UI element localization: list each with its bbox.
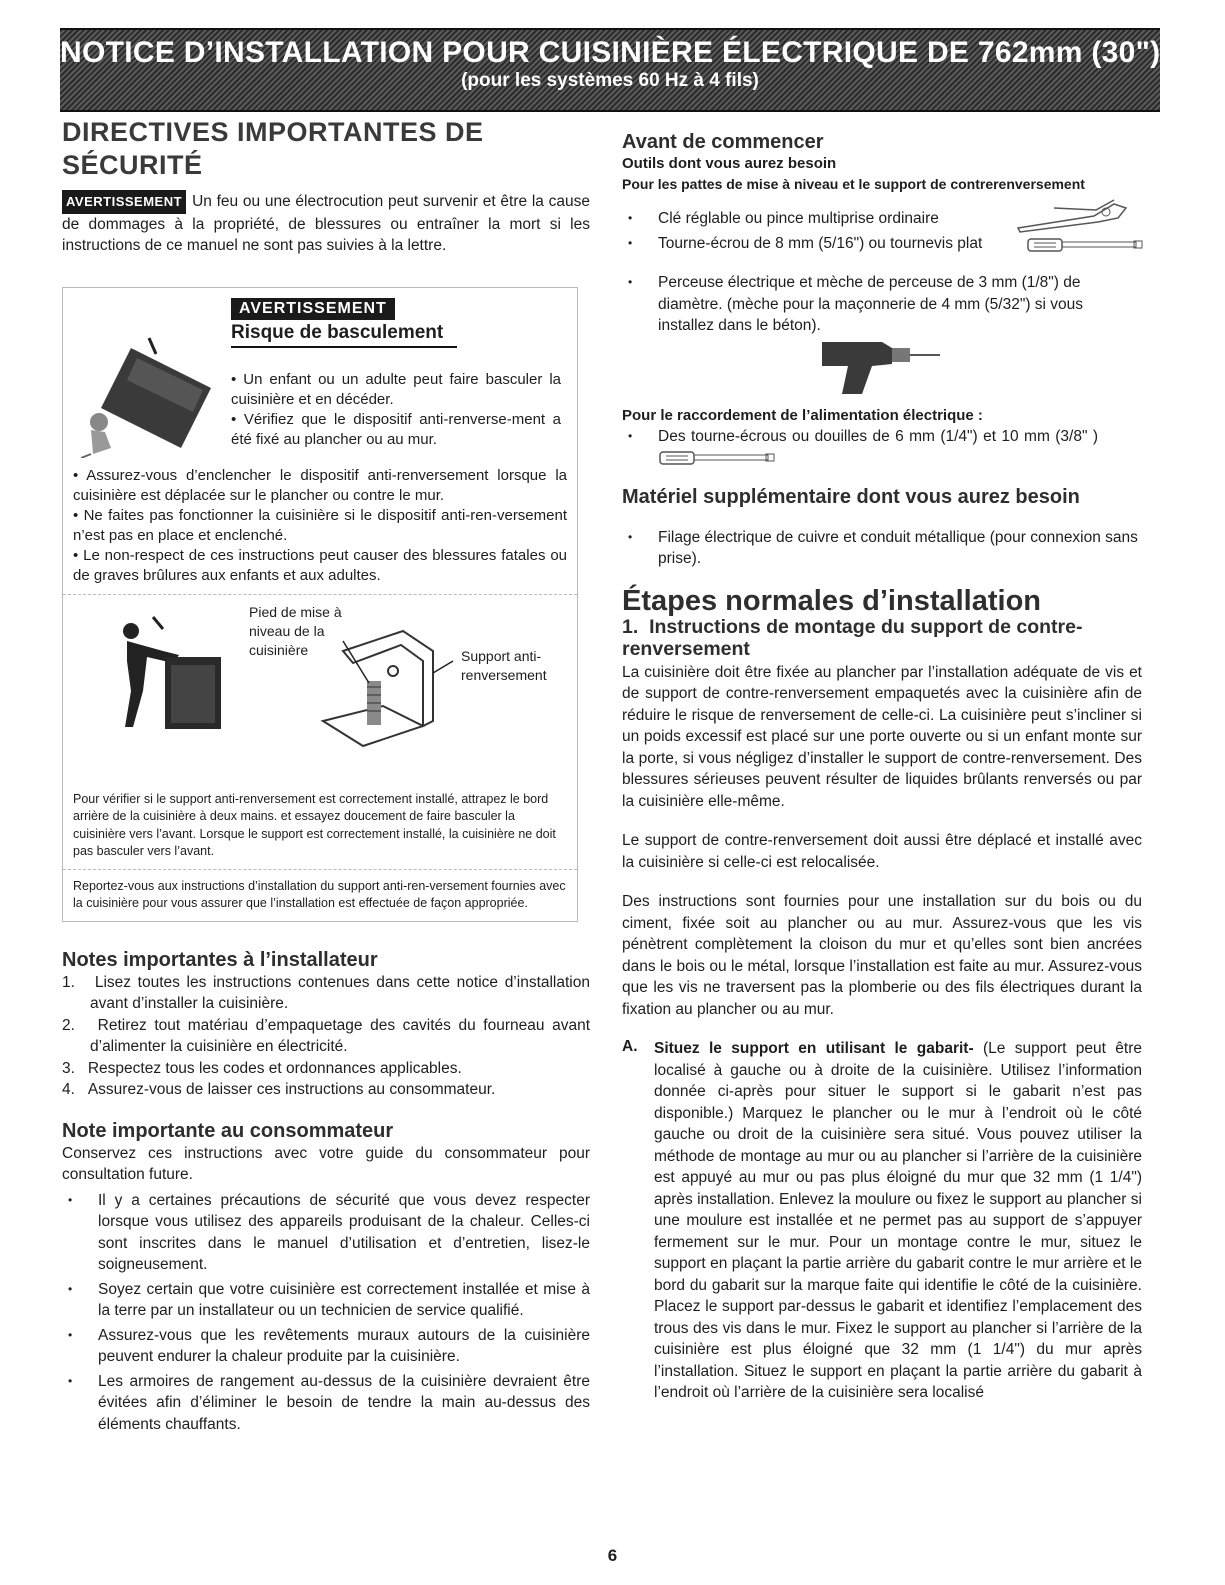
list-item	[622, 233, 1142, 255]
list-item	[622, 426, 1098, 469]
list-item: • Soyez certain que votre cuisinière est correctement installée et mise à la terre par un installateur ou un technicien de service qualifié.	[62, 1279, 590, 1322]
check-instructions-section	[63, 791, 577, 869]
step-a-bold: Situez le support en utilisant le gabarit-	[654, 1040, 974, 1057]
list-item: 1. Lisez toutes les instructions contenues dans cette notice d’installation avant d’installer la cuisinière.	[62, 973, 590, 1012]
warning-badge: AVERTISSEMENT	[62, 190, 186, 214]
refer-text: Reportez-vous aux instructions d’installation du support anti-ren-versement fournies avec la cuisinière pour vous assurer que l’installation est effectuée de façon appropriée.	[73, 878, 566, 910]
consumer-note-heading: Note importante au consommateur	[62, 1119, 394, 1142]
electrical-tools-text: Des tourne-écrous ou douilles de 6 mm (1/4") et 10 mm (3/8" )	[658, 427, 1098, 445]
warning-text: Un feu ou une électrocution peut survenir et être la cause de dommages à la propriété, de blessures ou entraîner la mort si les instructions de ce manuel ne sont pas suivies à la lettre.	[62, 193, 590, 254]
page-subtitle: (pour les systèmes 60 Hz à 4 fils)	[461, 70, 759, 91]
step-a-text: (Le support peut être localisé à gauche ou à droite de la cuisinière. Utilisez l’information donnée ci-après pour situer le support si le gabarit n’est pas disponible.) Marquez le plancher ou le mur à l’endroit où le côté gauche ou droit de la cuisinière sera situé. Vous pouvez utiliser la méthode de montage au mur ou au plancher si l’arrière de la cuisinière est appuyé au mur ou pas plus éloigné du mur que 32 mm (1 1/4") après installation. Enlevez la moulure ou fixez le support au plancher si une moulure est installée et ne permet pas au support de s’appuyer fermement sur le mur. Pour un montage contre le mur, situez le support en plaçant la partie arrière du gabarit contre le mur arrière et le bord du gabarit sur la marque faite qui identifie le côté de la cuisinière. Placez le support par-dessus le gabarit et identifiez l’emplacement des trous des vis dans le mur. Fixez le support au plancher si l’arrière de la cuisinière est plus éloigné que 32 mm (1 1/4") du mur après l’installation. Situez le support en plaçant la partie arrière du gabarit à l’endroit où l’arrière de la cuisinière sera localisé	[654, 1040, 1142, 1401]
list-item	[622, 208, 1142, 230]
nutdriver-icon	[658, 448, 778, 468]
list-item: • Filage électrique de cuivre et conduit métallique (pour connexion sans prise).	[622, 527, 1142, 570]
list-item: • Il y a certaines précautions de sécurité que vous devez respecter lorsque vous utilisez des appareils produisant de la chaleur. Celles-ci sont inscrites dans le manuel d’utilisation et d’entretien, lisez-le soigneusement.	[62, 1190, 590, 1276]
list-item: 3. Respectez tous les codes et ordonnances applicables.	[62, 1059, 462, 1077]
consumer-bullets	[62, 1190, 590, 1436]
box-title: Risque de basculement	[231, 322, 457, 348]
step1-paragraph-3: Des instructions sont fournies pour une installation sur du bois ou du ciment, fixée soit au plancher ou au mur. Assurez-vous que les vis pénètrent complètement la cloison du mur et qu’elles sont bien ancrées dans le bois ou le métal, lorsque l’installation est faite au mur. Assurez-vous que les vis ne traversent pas la plomberie ou des fils électriques durant la fixation au plancher ou au mur.	[622, 893, 1142, 1018]
electrical-tools-list	[622, 426, 1142, 469]
box-bullet-1: • Un enfant ou un adulte peut faire basculer la cuisinière et en décéder.	[231, 370, 561, 408]
safety-heading: DIRECTIVES IMPORTANTES DE SÉCURITÉ	[62, 117, 484, 180]
box-warning-badge: AVERTISSEMENT	[231, 298, 395, 320]
tool-pliers-text: Clé réglable ou pince multiprise ordinaire	[658, 210, 939, 227]
before-start-heading: Avant de commencer	[622, 131, 824, 153]
tools-heading: Outils dont vous aurez besoin	[622, 155, 837, 172]
list-item: • Perceuse électrique et mèche de perceuse de 3 mm (1/8") de diamètre. (mèche pour la maçonnerie de 4 mm (5/32") si vous installez dans le béton).	[622, 272, 1142, 337]
list-item: 4. Assurez-vous de laisser ces instructions au consommateur.	[62, 1081, 496, 1098]
installer-notes-heading: Notes importantes à l’installateur	[62, 948, 378, 971]
page-title: NOTICE D’INSTALLATION POUR CUISINIÈRE ÉLECTRIQUE DE 762mm (30")	[60, 36, 1161, 69]
check-text: Pour vérifier si le support anti-renversement est correctement installé, attrapez le bord arrière de la cuisinière à deux mains. et essayez doucement de faire basculer la cuisinière vers l’avant. Lorsque le support est correctement installé, la cuisinière ne doit pas basculer vers l’avant.	[73, 791, 556, 858]
step1-heading: 1. Instructions de montage du support de contre-renversement	[622, 615, 1083, 660]
tipping-range-illustration	[71, 308, 221, 458]
box-bullet-4: • Ne faites pas fonctionner la cuisinière si le dispositif anti-ren-versement n’est pas en place et enclenché.	[73, 506, 567, 544]
tip-over-warning-box	[62, 287, 578, 922]
tools-list	[622, 208, 1142, 337]
label-anti-tip-bracket: Support anti-renversement	[461, 647, 547, 683]
materials-heading: Matériel supplémentaire dont vous aurez besoin	[622, 485, 1080, 508]
tool-screwdriver-text: Tourne-écrou de 8 mm (5/16") ou tournevis plat	[658, 234, 983, 252]
person-checking-range-illustration	[113, 611, 233, 731]
tip-over-full-section	[63, 466, 577, 594]
installer-notes-list	[62, 972, 590, 1101]
steps-heading: Étapes normales d’installation	[622, 584, 1041, 617]
list-item: 2. Retirez tout matériau d’empaquetage des cavités du fourneau avant d’alimenter la cuisinière en électricité.	[62, 1016, 590, 1055]
bracket-diagram-section	[63, 594, 577, 791]
title-banner	[60, 28, 1160, 112]
pliers-icon	[1014, 194, 1134, 234]
list-item: • Assurez-vous que les revêtements muraux autours de la cuisinière peuvent endurer la chaleur produite par la cuisinière.	[62, 1325, 590, 1368]
materials-list	[622, 527, 1142, 570]
box-bullet-3: • Assurez-vous d’enclencher le dispositif anti-renversement lorsque la cuisinière est déplacée sur le plancher ou contre le mur.	[73, 466, 567, 504]
drill-icon	[812, 336, 942, 396]
step1-paragraph-1: La cuisinière doit être fixée au plancher par l’installation adéquate de vis et de support de contre-renversement empaquetés avec la cuisinière afin de réduire le risque de renversement de celle-ci. La cuisinière peut s’incliner si un poids excessif est placé sur une porte ouverte ou si un enfant monte sur la porte, si vous négligez d’installer le support de contre-renversement. Des blessures sérieuses peuvent résulter de liquides brûlants renversés ou par la cuisinière elle-même.	[622, 663, 1142, 810]
warning-paragraph	[62, 190, 590, 257]
box-bullet-2: • Vérifiez que le dispositif anti-renverse-ment a été fixé au plancher ou au mur.	[231, 410, 561, 448]
list-item: • Les armoires de rangement au-dessus de la cuisinière devraient être évitées afin d’éliminer le besoin de tendre la main au-dessus des éléments chauffants.	[62, 1371, 590, 1436]
tools-subheading: Pour les pattes de mise à niveau et le support de contrerenversement	[622, 176, 1085, 192]
tip-over-top-section	[63, 288, 577, 466]
left-column	[62, 112, 590, 1438]
step-a-label: A.	[622, 1038, 638, 1055]
box-bullet-5: • Le non-respect de ces instructions peut causer des blessures fatales ou de graves brûlures aux enfants et aux adultes.	[73, 546, 567, 584]
electrical-heading: Pour le raccordement de l’alimentation électrique :	[622, 406, 983, 424]
step1-paragraph-2: Le support de contre-renversement doit aussi être déplacé et installé avec la cuisinière si celle-ci est relocalisée.	[622, 832, 1142, 871]
label-leveling-foot: Pied de mise à niveau de la cuisinière	[249, 603, 342, 658]
refer-instructions-section	[63, 869, 577, 921]
consumer-intro: Conservez ces instructions avec votre guide du consommateur pour consultation future.	[62, 1144, 590, 1183]
screwdriver-icon	[1026, 235, 1146, 255]
right-column	[622, 130, 1142, 1404]
step-a-paragraph	[654, 1038, 1142, 1404]
step-a-block	[622, 1038, 1142, 1404]
page-number: 6	[607, 1546, 618, 1565]
